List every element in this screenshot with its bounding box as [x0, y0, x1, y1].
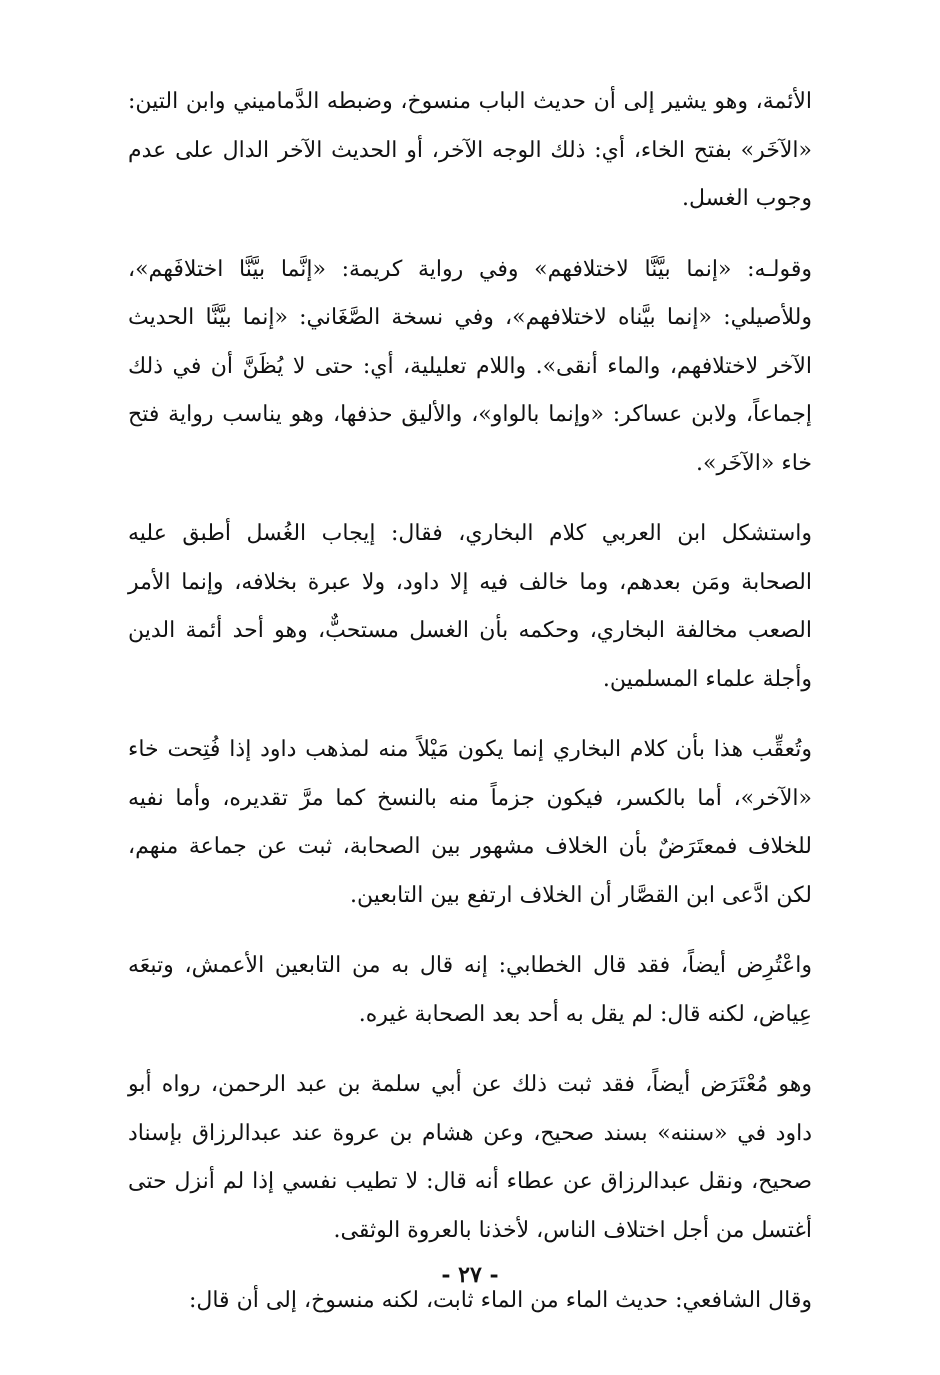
paragraph-3: واستشكل ابن العربي كلام البخاري، فقال: إيجاب الغُسل أطبق عليه الصحابة ومَن بعدهم، وما خالف فيه إلا داود، ولا عبرة بخلافه، وإنما الأمر الصعب مخالفة البخاري، وحكمه بأن الغسل مستحبٌّ، وهو أحد أئمة الدين وأجلة علماء المسلمين. — [128, 521, 812, 692]
paragraph-1: الأئمة، وهو يشير إلى أن حديث الباب منسوخ، وضبطه الدَّماميني وابن التين: «الآخَر» بفتح الخاء، أي: ذلك الوجه الآخر، أو الحديث الآخر الدال على عدم وجوب الغسل. — [128, 89, 812, 211]
paragraph-5: واعْتُرِض أيضاً، فقد قال الخطابي: إنه قال به من التابعين الأعمش، وتبعَه عِياض، لكنه قال: لم يقل به أحد بعد الصحابة غيره. — [128, 953, 812, 1027]
paragraph-4: وتُعقِّب هذا بأن كلام البخاري إنما يكون مَيْلاً منه لمذهب داود إذا فُتِحت خاء «الآخر»، أما بالكسر، فيكون جزماً منه بالنسخ كما مرَّ تقديره، وأما نفيه للخلاف فمعتَرَضٌ بأن الخلاف مشهور بين الصحابة، ثبت عن جماعة منهم، لكن ادَّعى ابن القصَّار أن الخلاف ارتفع بين التابعين. — [128, 737, 812, 908]
page-body-text — [128, 78, 812, 1348]
page-number: - ٢٧ - — [441, 1262, 499, 1288]
paragraph-7: وقال الشافعي: حديث الماء من الماء ثابت، لكنه منسوخ، إلى أن قال: — [188, 1288, 812, 1313]
paragraph-6: وهو مُعْتَرَض أيضاً، فقد ثبت ذلك عن أبي سلمة بن عبد الرحمن، رواه أبو داود في «سننه» بسند صحيح، وعن هشام بن عروة عند عبدالرزاق بإسناد صحيح، ونقل عبدالرزاق عن عطاء أنه قال: لا تطيب نفسي إذا لم أنزل حتى أغتسل من أجل اختلاف الناس، لأخذنا بالعروة الوثقى. — [128, 1072, 812, 1243]
paragraph-2: وقولـه: «إنما بيَّنَّا لاختلافهم» وفي رواية كريمة: «إنَّما بيَّنَّا اختلافَهم»، وللأصيلي: «إنما بيَّناه لاختلافهم»، وفي نسخة الصَّغَاني: «إنما بيَّنَّا الحديث الآخر لاختلافهم، والماء أنقى». واللام تعليلية، أي: حتى لا يُظَنَّ أن في ذلك إجماعاً، ولابن عساكر: «وإنما بالواو»، والأليق حذفها، وهو يناسب رواية فتح خاء «الآخَر». — [128, 256, 812, 476]
